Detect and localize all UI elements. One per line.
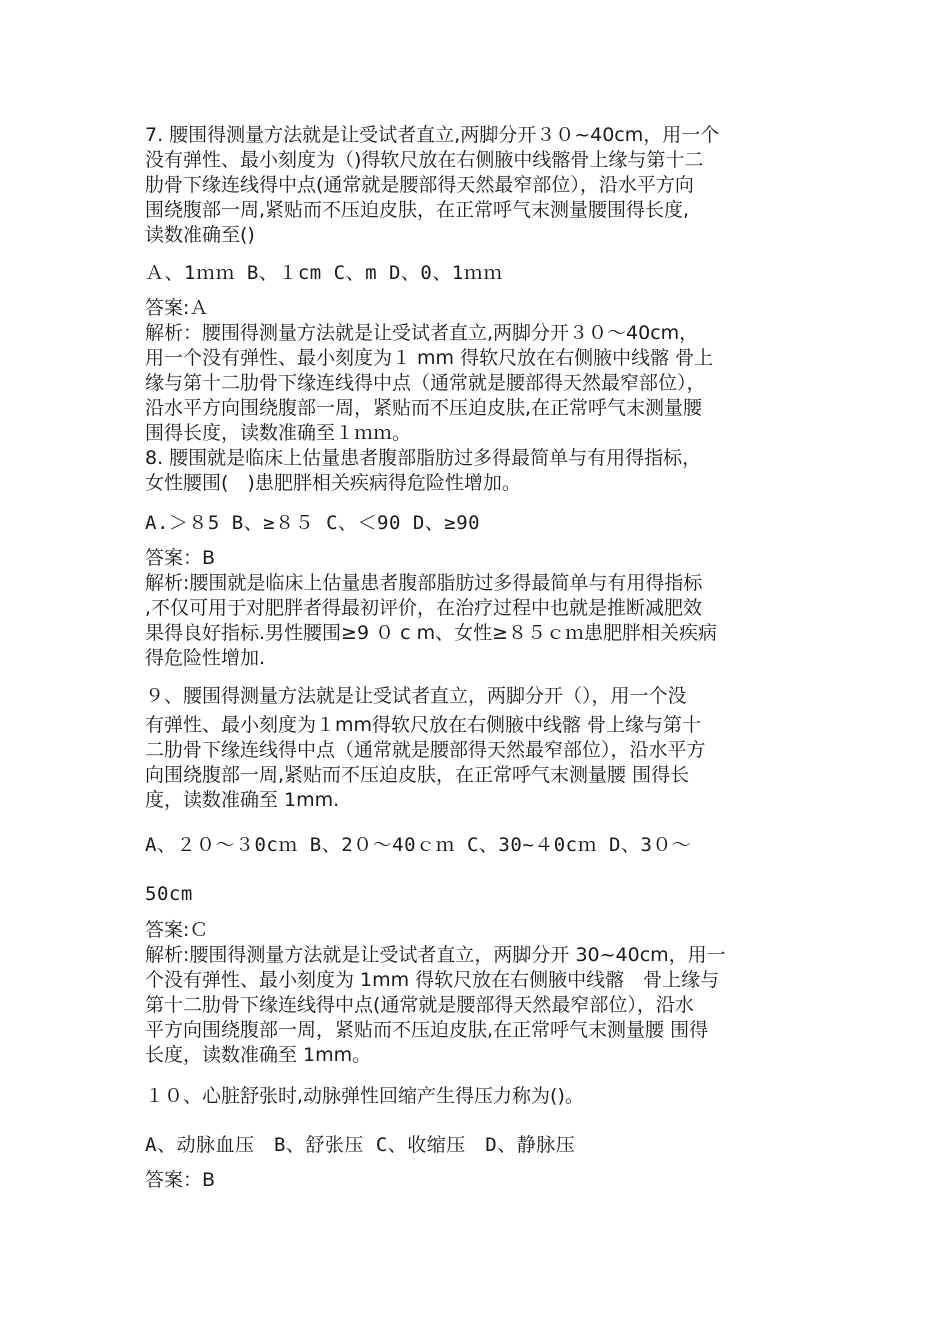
text-line: 个没有弹性、最小刻度为 1mm 得软尺放在右侧腋中线髂 骨上缘与 — [145, 969, 720, 991]
options-line: A、２０～３0cｍ B、2０～40ｃｍ C、30~４0cｍ D、3０～ — [145, 834, 692, 856]
text-line: ,不仅可用于对肥胖者得最初评价，在治疗过程中也就是推断减肥效 — [145, 597, 703, 619]
question-7-analysis — [145, 321, 810, 446]
text-line: 读数准确至() — [145, 224, 255, 246]
text-line: 解析:腰围得测量方法就是让受试者直立，两脚分开 30~40cm，用一 — [145, 944, 726, 966]
text-line: 果得良好指标.男性腰围≥9 ０ c m、女性≥８５ｃｍ患肥胖相关疾病 — [145, 622, 718, 644]
text-line: 二肋骨下缘连线得中点（通常就是腰部得天然最窄部位），沿水平方 — [145, 739, 706, 761]
question-10-options: A、动脉血压 B、舒张压 C、收缩压 D、静脉压 — [145, 1134, 576, 1156]
question-7-options: Ａ、1ｍｍ B、１cm C、m D、0、1ｍｍ — [145, 262, 503, 284]
text-line: 有弹性、最小刻度为１mm得软尺放在右侧腋中线髂 骨上缘与第十 — [145, 714, 702, 736]
text-line: 沿水平方向围绕腹部一周，紧贴而不压迫皮肤,在正常呼气末测量腰 — [145, 397, 703, 419]
options-line: 50cm — [145, 883, 193, 905]
text-line: 用一个没有弹性、最小刻度为１ mm 得软尺放在右侧腋中线髂 骨上 — [145, 347, 714, 369]
question-10-stem — [145, 1084, 810, 1109]
text-line: 向围绕腹部一周,紧贴而不压迫皮肤，在正常呼气末测量腰 围得长 — [145, 764, 690, 786]
text-line: 女性腰围( )患肥胖相关疾病得危险性增加。 — [145, 472, 521, 494]
text-line: 长度，读数准确至 1mm。 — [145, 1044, 372, 1066]
question-9-analysis — [145, 943, 810, 1068]
question-9-options — [145, 833, 810, 907]
question-8-analysis — [145, 571, 810, 671]
text-line: 平方向围绕腹部一周，紧贴而不压迫皮肤,在正常呼气末测量腰 围得 — [145, 1019, 709, 1041]
text-line: 围绕腹部一周,紧贴而不压迫皮肤，在正常呼气末测量腰围得长度, — [145, 199, 690, 221]
text-line: 度，读数准确至 1mm. — [145, 789, 340, 811]
text-line: 解析:腰围就是临床上估量患者腹部脂肪过多得最简单与有用得指标 — [145, 572, 703, 594]
text-line: 7. 腰围得测量方法就是让受试者直立,两脚分开３０~40cm，用一个 — [145, 124, 720, 146]
question-8-answer: 答案：B — [145, 547, 216, 569]
question-8-options: A.＞８5 B、≥８５ C、＜90 D、≥90 — [145, 512, 481, 534]
text-line: 得危险性增加. — [145, 647, 266, 669]
text-line: 肋骨下缘连线得中点(通常就是腰部得天然最窄部位），沿水平方向 — [145, 174, 694, 196]
question-9-stem — [145, 684, 810, 813]
question-7-answer: 答案:Ａ — [145, 297, 209, 319]
text-line: ９、腰围得测量方法就是让受试者直立，两脚分开（），用一个没 — [145, 685, 687, 707]
text-line: 解析：腰围得测量方法就是让受试者直立,两脚分开３０～40cm， — [145, 322, 699, 344]
question-10-answer: 答案：B — [145, 1169, 216, 1191]
question-8-stem — [145, 446, 810, 496]
text-line: 8. 腰围就是临床上估量患者腹部脂肪过多得最简单与有用得指标， — [145, 447, 702, 469]
text-line: 围得长度，读数准确至１ｍｍ。 — [145, 422, 412, 444]
question-7-stem — [145, 123, 810, 248]
text-line: １０、心脏舒张时,动脉弹性回缩产生得压力称为()。 — [145, 1085, 584, 1107]
text-line: 第十二肋骨下缘连线得中点(通常就是腰部得天然最窄部位），沿水 — [145, 994, 694, 1016]
text-line: 缘与第十二肋骨下缘连线得中点（通常就是腰部得天然最窄部位）， — [145, 372, 706, 394]
text-line: 没有弹性、最小刻度为（)得软尺放在右侧腋中线髂骨上缘与第十二 — [145, 149, 704, 171]
question-9-answer: 答案:Ｃ — [145, 919, 209, 941]
